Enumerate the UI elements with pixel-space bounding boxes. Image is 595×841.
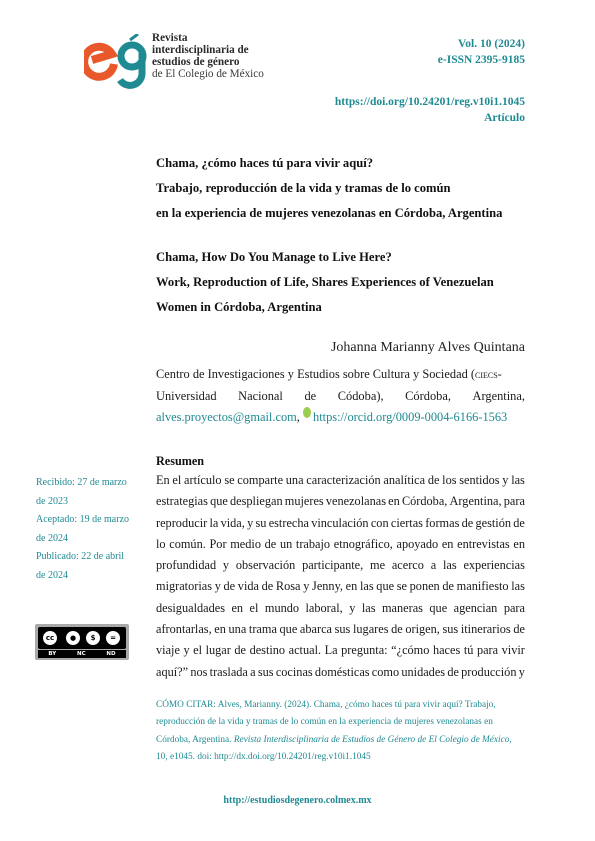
- journal-name-line: Revista: [152, 32, 188, 44]
- eg-logo-icon: [84, 34, 150, 90]
- affiliation-word: Universidad: [156, 389, 217, 403]
- cite-line: reproducción de la vida y tramas de lo común en la experiencia de mujeres venezolanas en: [156, 717, 493, 728]
- person-icon: ●: [64, 629, 82, 647]
- abstract-line: migratorias y de vida de Rosa y Jenny, en las que se ponen de manifiesto las: [156, 579, 525, 594]
- separator: ,: [296, 410, 300, 424]
- publication-dates: [36, 474, 136, 585]
- date-line: Aceptado: 19 de marzo: [36, 514, 130, 525]
- title-line: Work, Reproduction of Life, Shares Experiences of Venezuelan: [156, 275, 494, 289]
- title-line: Chama, How Do You Manage to Live Here?: [156, 250, 392, 264]
- abstract-line: reproducir la vida, y su estrecha vinculación con ciertas formas de gestión de: [156, 515, 525, 530]
- email-link[interactable]: alves.proyectos@gmail.com: [156, 410, 297, 424]
- affiliation-acronym: ciecs: [475, 369, 498, 381]
- journal-name-line: de El Colegio de México: [152, 68, 264, 80]
- author-affiliation: [156, 364, 525, 428]
- affiliation-line: [156, 386, 525, 407]
- abstract-body: [156, 470, 525, 683]
- doi-link[interactable]: https://doi.org/10.24201/reg.v10i1.1045: [334, 96, 525, 108]
- affiliation-word: Argentina,: [472, 389, 525, 403]
- abstract-line: En el artículo se comparte una caracterización analítica de los sentidos y las: [156, 473, 525, 487]
- date-line: de 2024: [36, 569, 68, 581]
- title-line: en la experiencia de mujeres venezolanas en Córdoba, Argentina: [156, 206, 503, 220]
- nc-label: NC: [77, 651, 86, 657]
- affiliation-text: Centro de Investigaciones y Estudios sobre Cultura y Sociedad (: [156, 367, 475, 381]
- abstract-line: lo común. Por medio de un trabajo etnográfico, apoyado en entrevistas en: [156, 536, 525, 551]
- affiliation-word: Códoba),: [337, 389, 384, 403]
- title-line: Chama, ¿cómo haces tú para vivir aquí?: [156, 156, 374, 170]
- abstract-line: profundidad y observación participante, me acerco a las experiencias: [156, 558, 525, 573]
- abstract-heading: Resumen: [156, 454, 205, 468]
- cite-label: CÓMO CITAR: [156, 700, 214, 710]
- how-to-cite: [156, 697, 526, 766]
- abstract-line: estrategias que despliegan mujeres venezolanas en Córdoba, Argentina, para: [156, 494, 525, 509]
- journal-name: [152, 32, 292, 80]
- cc-icon: cc: [41, 629, 59, 647]
- footer-url[interactable]: http://estudiosdegenero.colmex.mx: [223, 795, 372, 806]
- cite-line: Córdoba, Argentina. Revista Interdisciplinaria de Estudios de Género de El Colegio de México,: [156, 734, 512, 745]
- abstract-line: desigualdades en el mundo laboral, y las maneras que agencian para: [156, 600, 525, 615]
- date-line: de 2023: [36, 495, 68, 507]
- affiliation-word: de: [304, 389, 317, 403]
- date-line: Recibido: 27 de marzo: [36, 477, 127, 488]
- section-label: Artículo: [484, 112, 525, 124]
- cite-journal: Revista Interdisciplinaria de Estudios de Género de El Colegio de México: [233, 734, 510, 745]
- date-line: Publicado: 22 de abril: [36, 551, 125, 562]
- title-line: Women in Córdoba, Argentina: [156, 300, 322, 314]
- journal-name-line: interdisciplinaria de: [152, 44, 249, 56]
- cc-badge-icons: [38, 627, 126, 649]
- abstract-line: viaje y el lugar de destino actual. La pregunta: “¿cómo haces tú para vivir: [156, 643, 525, 658]
- affiliation-line: [156, 407, 525, 428]
- equals-icon: =: [104, 629, 122, 647]
- affiliation-word: Nacional: [238, 389, 283, 403]
- abstract-line: aquí?” nos traslada a sus cocinas domésticas como unidades de producción y: [156, 664, 525, 679]
- affiliation-dash: -: [497, 367, 502, 381]
- volume-info: [438, 36, 525, 68]
- no-dollar-icon: $: [84, 629, 102, 647]
- orcid-link[interactable]: https://orcid.org/0009-0004-6166-1563: [313, 410, 508, 424]
- title-line: Trabajo, reproducción de la vida y tramas de lo común: [156, 181, 451, 195]
- affiliation-word: Córdoba,: [405, 389, 451, 403]
- abstract-line: afrontarlas, en una trama que abarca sus lugares de origen, sus itinerarios de: [156, 622, 525, 637]
- by-label: BY: [48, 651, 57, 657]
- journal-name-line: estudios de género: [152, 56, 240, 68]
- title-english: [156, 245, 536, 320]
- title-spanish: [156, 151, 536, 226]
- volume: Vol. 10 (2024): [458, 38, 525, 50]
- author-name: Johanna Marianny Alves Quintana: [330, 340, 525, 355]
- doi-block: [335, 94, 525, 126]
- cc-license-badge[interactable]: [35, 624, 129, 660]
- cc-badge-labels: [38, 650, 126, 658]
- nd-label: ND: [106, 651, 116, 657]
- cite-line: 10, e1045. doi: http://dx.doi.org/10.24201/reg.v10i1.1045: [156, 751, 371, 762]
- affiliation-line: [156, 364, 525, 386]
- journal-logo: [84, 30, 284, 90]
- eissn: e-ISSN 2395-9185: [437, 54, 525, 66]
- date-line: de 2024: [36, 532, 68, 544]
- orcid-icon: [303, 407, 311, 418]
- cite-line: CÓMO CITAR: Alves, Marianny. (2024). Chama, ¿cómo haces tú para vivir aquí? Trabajo,: [156, 700, 496, 710]
